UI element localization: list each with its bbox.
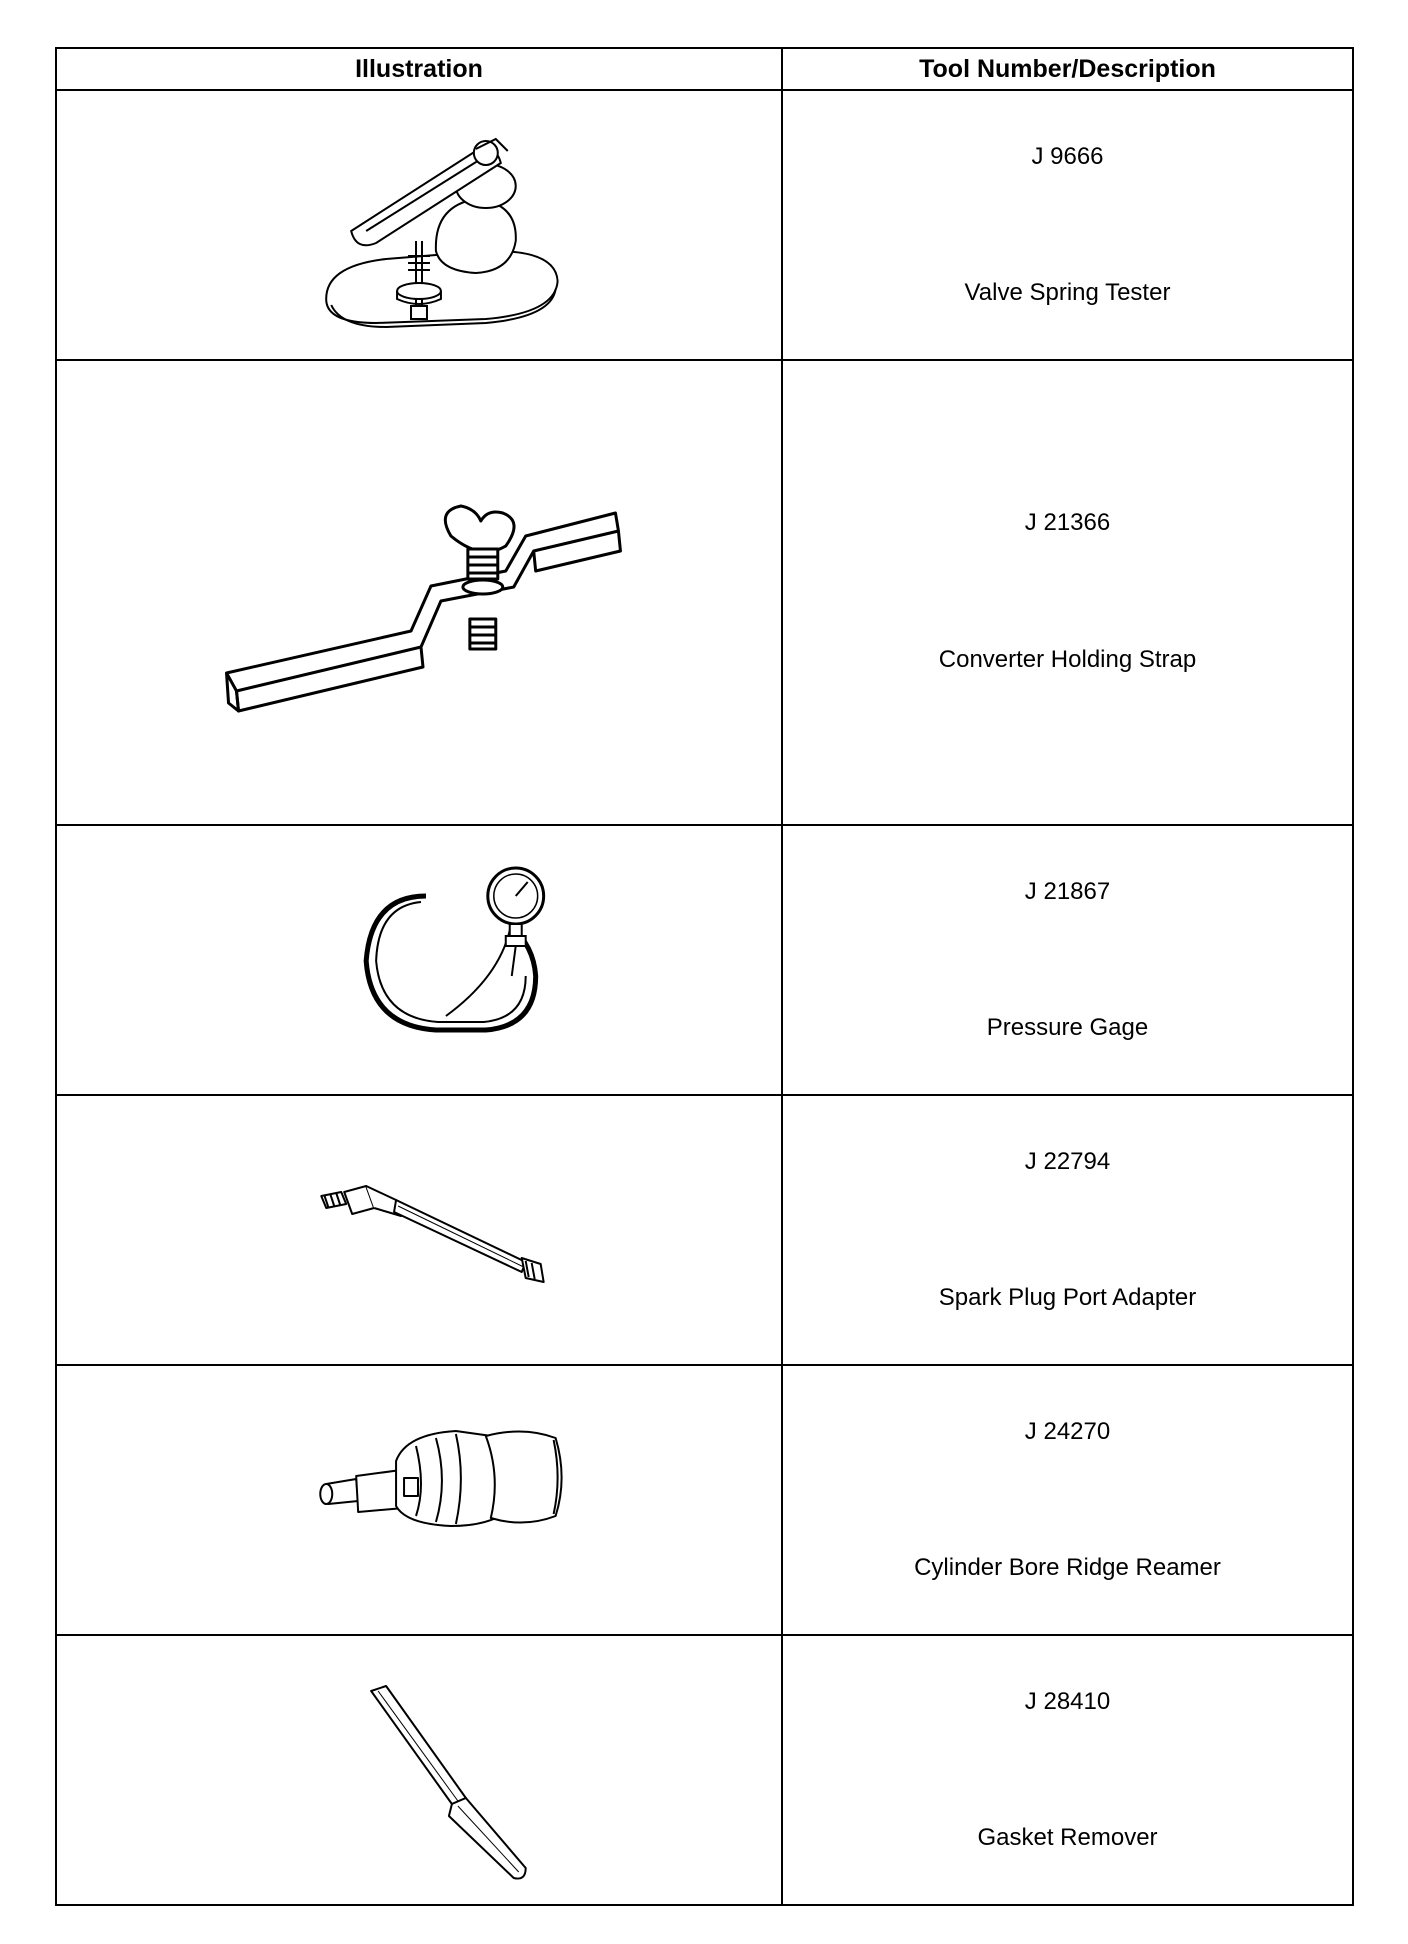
tool-description-cell: [782, 1365, 1353, 1635]
table-row: [56, 90, 1353, 360]
tool-description-cell: [782, 825, 1353, 1095]
table-row: [56, 360, 1353, 825]
illustration-cell: [56, 1095, 782, 1365]
table-header-row: [56, 48, 1353, 90]
table-row: [56, 1635, 1353, 1905]
tool-number: J 28410: [1024, 1688, 1111, 1715]
table-row: [56, 1095, 1353, 1365]
tool-number: J 21867: [1024, 878, 1111, 905]
tool-description-cell: [782, 360, 1353, 825]
tool-description: Cylinder Bore Ridge Reamer: [914, 1554, 1221, 1581]
table-row: [56, 825, 1353, 1095]
tool-description-cell: [782, 1095, 1353, 1365]
valve-spring-tester-icon: [57, 91, 781, 359]
tool-number: J 24270: [1024, 1418, 1111, 1445]
tool-number: J 21366: [1024, 509, 1111, 536]
tool-description: Valve Spring Tester: [964, 279, 1171, 306]
pressure-gage-icon: [57, 826, 781, 1094]
illustration-cell: [56, 1365, 782, 1635]
illustration-cell: [56, 90, 782, 360]
tool-description: Spark Plug Port Adapter: [938, 1284, 1197, 1311]
tool-description: Pressure Gage: [986, 1014, 1149, 1041]
gasket-remover-icon: [57, 1636, 781, 1904]
tool-number: J 9666: [1031, 143, 1104, 170]
illustration-cell: [56, 825, 782, 1095]
illustration-cell: [56, 360, 782, 825]
converter-holding-strap-icon: [57, 361, 781, 824]
tool-description: Gasket Remover: [977, 1824, 1158, 1851]
header-illustration: Illustration: [56, 48, 782, 90]
special-tools-table: [55, 47, 1354, 1906]
spark-plug-port-adapter-icon: [57, 1096, 781, 1364]
tool-description: Converter Holding Strap: [938, 646, 1197, 673]
illustration-cell: [56, 1635, 782, 1905]
table-row: [56, 1365, 1353, 1635]
tool-description-cell: [782, 1635, 1353, 1905]
cylinder-bore-ridge-reamer-icon: [57, 1366, 781, 1634]
tool-number: J 22794: [1024, 1148, 1111, 1175]
tool-description-cell: [782, 90, 1353, 360]
header-tool-number-description: Tool Number/Description: [782, 48, 1353, 90]
